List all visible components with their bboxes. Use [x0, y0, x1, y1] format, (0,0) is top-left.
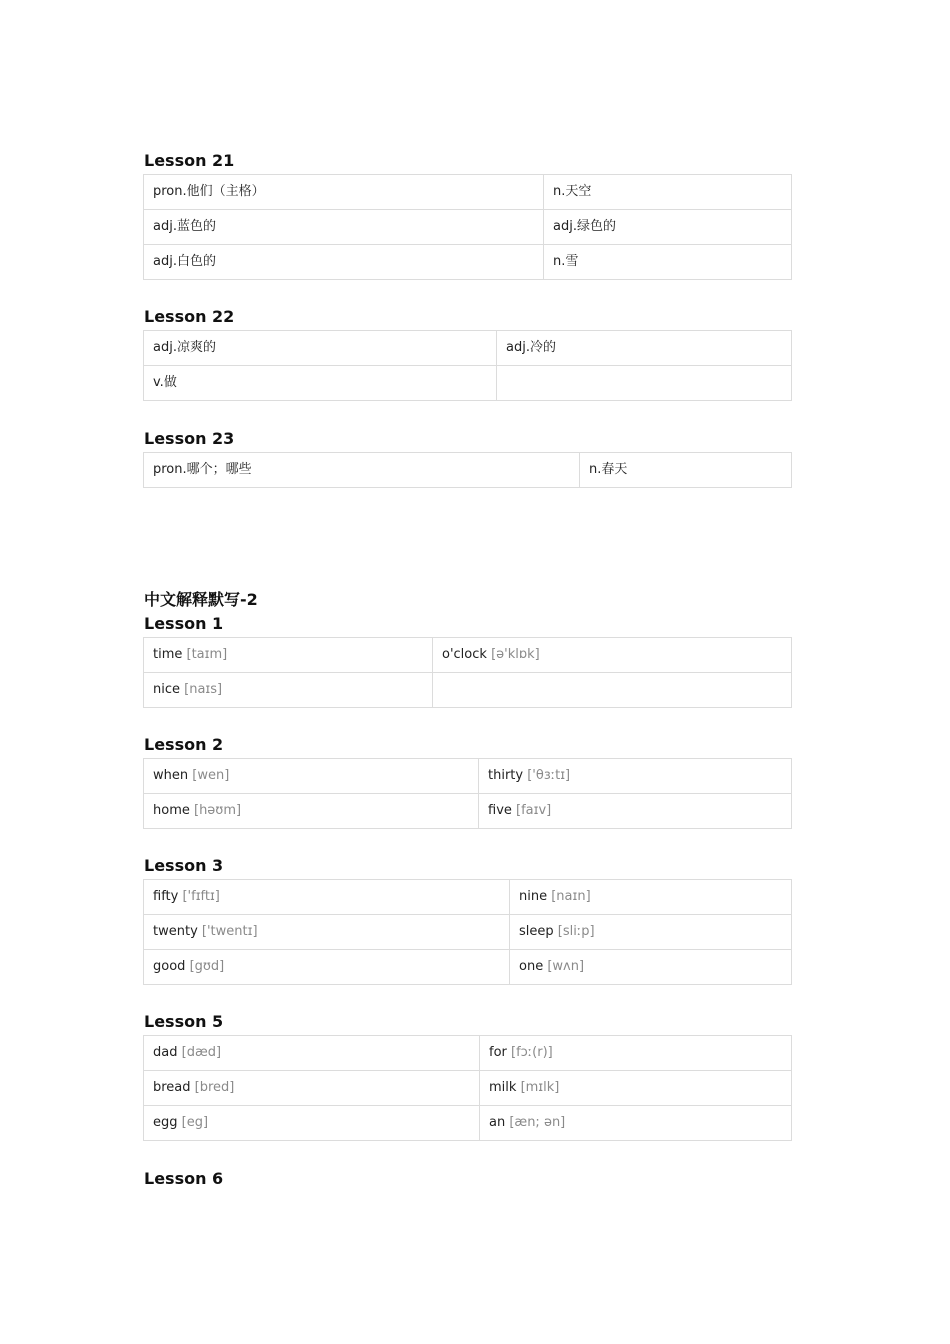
phonetic: [bred]: [194, 1080, 235, 1095]
lesson-5-heading: Lesson 5: [144, 1012, 224, 1031]
phonetic: [naɪs]: [184, 682, 223, 697]
lesson-3-table: [143, 879, 792, 985]
phonetic: ['twentɪ]: [201, 924, 258, 939]
table-row: [144, 759, 792, 794]
phonetic: [həʊm]: [194, 803, 242, 818]
word: home: [153, 803, 190, 818]
phonetic: [eg]: [181, 1115, 209, 1130]
word: milk: [489, 1080, 517, 1095]
phonetic: ['fɪftɪ]: [182, 889, 220, 904]
phonetic: [dæd]: [181, 1045, 222, 1060]
table-cell: [480, 1106, 792, 1141]
table-cell: n.春天: [580, 453, 792, 488]
lesson-1-heading: Lesson 1: [144, 614, 224, 633]
lesson-23-table: [143, 452, 792, 488]
phonetic: ['θɜːtɪ]: [527, 768, 571, 783]
table-row: [144, 1071, 792, 1106]
table-cell: [497, 366, 792, 401]
table-cell: [480, 1036, 792, 1071]
table-cell: adj.蓝色的: [144, 210, 544, 245]
lesson-23-heading: Lesson 23: [144, 429, 235, 448]
lesson-21-heading: Lesson 21: [144, 151, 235, 170]
table-row: [144, 638, 792, 673]
lesson-5-table: [143, 1035, 792, 1141]
word: fifty: [153, 889, 179, 904]
table-row: [144, 245, 792, 280]
table-cell: [144, 673, 433, 708]
phonetic: [wen]: [192, 768, 230, 783]
table-cell: [144, 915, 510, 950]
word: five: [488, 803, 512, 818]
table-row: [144, 366, 792, 401]
table-cell: [480, 1071, 792, 1106]
phonetic: [gʊd]: [189, 959, 225, 974]
lesson-22-heading: Lesson 22: [144, 307, 235, 326]
table-row: [144, 950, 792, 985]
table-cell: v.做: [144, 366, 497, 401]
table-cell: [144, 794, 479, 829]
table-cell: [144, 1071, 480, 1106]
table-row: [144, 880, 792, 915]
word: dad: [153, 1045, 178, 1060]
table-row: [144, 210, 792, 245]
table-cell: [510, 880, 792, 915]
table-cell: [510, 915, 792, 950]
word: egg: [153, 1115, 178, 1130]
lesson-1-table: [143, 637, 792, 708]
phonetic: [faɪv]: [516, 803, 552, 818]
table-cell: [144, 1036, 480, 1071]
table-cell: [433, 673, 792, 708]
word: when: [153, 768, 189, 783]
table-cell: [433, 638, 792, 673]
table-row: [144, 1106, 792, 1141]
table-cell: [144, 950, 510, 985]
word: nice: [153, 682, 180, 697]
table-cell: pron.哪个；哪些: [144, 453, 580, 488]
word: bread: [153, 1080, 191, 1095]
word: sleep: [519, 924, 554, 939]
table-cell: adj.绿色的: [544, 210, 792, 245]
lesson-21-table: [143, 174, 792, 280]
table-row: [144, 794, 792, 829]
phonetic: [fɔː(r)]: [511, 1045, 553, 1060]
word: nine: [519, 889, 548, 904]
word: for: [489, 1045, 507, 1060]
word: an: [489, 1115, 506, 1130]
table-row: [144, 915, 792, 950]
lesson-2-table: [143, 758, 792, 829]
table-cell: adj.白色的: [144, 245, 544, 280]
word: time: [153, 647, 183, 662]
table-row: [144, 453, 792, 488]
phonetic: [sliːp]: [557, 924, 595, 939]
word: one: [519, 959, 544, 974]
table-cell: [144, 1106, 480, 1141]
table-row: [144, 1036, 792, 1071]
lesson-22-table: [143, 330, 792, 401]
word: good: [153, 959, 186, 974]
phonetic: [wʌn]: [547, 959, 585, 974]
table-cell: [144, 638, 433, 673]
lesson-2-heading: Lesson 2: [144, 735, 224, 754]
table-cell: [479, 759, 792, 794]
phonetic: [naɪn]: [551, 889, 591, 904]
lesson-6-heading: Lesson 6: [144, 1169, 224, 1188]
phonetic: [taɪm]: [186, 647, 228, 662]
phonetic: [ə'klɒk]: [491, 647, 540, 662]
phonetic: [mɪlk]: [520, 1080, 560, 1095]
table-cell: [479, 794, 792, 829]
table-row: [144, 673, 792, 708]
table-row: [144, 175, 792, 210]
table-cell: adj.冷的: [497, 331, 792, 366]
word: o'clock: [442, 647, 487, 662]
table-cell: pron.他们（主格）: [144, 175, 544, 210]
word: twenty: [153, 924, 198, 939]
table-cell: n.雪: [544, 245, 792, 280]
table-cell: [144, 759, 479, 794]
word: thirty: [488, 768, 524, 783]
table-row: [144, 331, 792, 366]
table-cell: [510, 950, 792, 985]
table-cell: adj.凉爽的: [144, 331, 497, 366]
phonetic: [æn; ən]: [509, 1115, 566, 1130]
lesson-3-heading: Lesson 3: [144, 856, 224, 875]
section-title: 中文解释默写-2: [144, 590, 258, 609]
table-cell: n.天空: [544, 175, 792, 210]
table-cell: [144, 880, 510, 915]
